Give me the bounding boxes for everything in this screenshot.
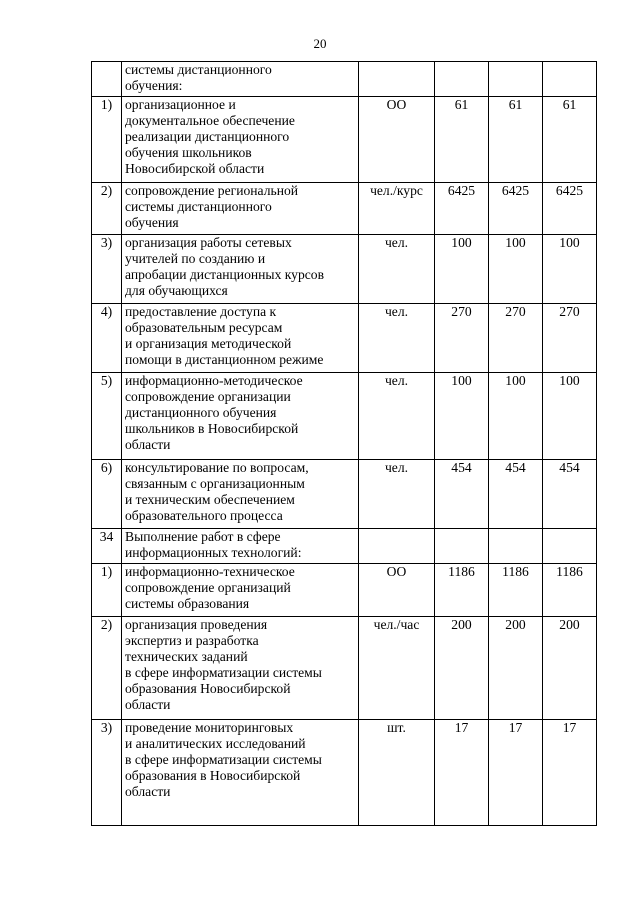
row-value-2: 270 [489, 304, 543, 373]
row-number: 5) [92, 373, 122, 460]
table-row [92, 529, 597, 564]
row-description: сопровождение региональной системы дистанционного обучения [122, 183, 359, 235]
row-number: 3) [92, 235, 122, 304]
row-value-1: 61 [435, 97, 489, 183]
row-value-2: 100 [489, 373, 543, 460]
row-number: 1) [92, 97, 122, 183]
row-description: предоставление доступа к образовательным ресурсам и организация методической помощи в дистанционном режиме [122, 304, 359, 373]
table-row [92, 183, 597, 235]
row-description: информационно-техническое сопровождение организаций системы образования [122, 564, 359, 617]
row-value-3: 200 [543, 617, 597, 720]
row-value-1: 454 [435, 460, 489, 529]
row-value-3 [543, 529, 597, 564]
row-unit: ОО [359, 564, 435, 617]
table-row [92, 720, 597, 826]
row-description: консультирование по вопросам, связанным с организационным и техническим обеспечением образовательного процесса [122, 460, 359, 529]
page-number: 20 [313, 36, 327, 51]
row-value-1: 1186 [435, 564, 489, 617]
row-value-1: 100 [435, 235, 489, 304]
row-value-1: 6425 [435, 183, 489, 235]
table-row [92, 304, 597, 373]
row-description: информационно-методическое сопровождение организации дистанционного обучения школьников в Новосибирской области [122, 373, 359, 460]
row-value-3: 100 [543, 373, 597, 460]
table-row [92, 373, 597, 460]
row-value-2: 17 [489, 720, 543, 826]
row-value-2 [489, 529, 543, 564]
row-description: организационное и документальное обеспечение реализации дистанционного обучения школьников Новосибирской области [122, 97, 359, 183]
table-row [92, 460, 597, 529]
row-value-1: 100 [435, 373, 489, 460]
table-row [92, 564, 597, 617]
row-unit: чел. [359, 460, 435, 529]
table-row [92, 235, 597, 304]
row-number: 2) [92, 183, 122, 235]
row-number: 2) [92, 617, 122, 720]
table-row [92, 617, 597, 720]
table-row [92, 62, 597, 97]
row-value-1: 270 [435, 304, 489, 373]
row-value-3: 454 [543, 460, 597, 529]
row-unit: ОО [359, 97, 435, 183]
row-value-2: 6425 [489, 183, 543, 235]
row-unit [359, 529, 435, 564]
row-value-2: 1186 [489, 564, 543, 617]
row-unit: чел. [359, 373, 435, 460]
row-value-3: 270 [543, 304, 597, 373]
row-value-1 [435, 529, 489, 564]
row-number: 6) [92, 460, 122, 529]
row-description: организация работы сетевых учителей по созданию и апробации дистанционных курсов для обучающихся [122, 235, 359, 304]
row-unit: чел. [359, 304, 435, 373]
row-value-2: 61 [489, 97, 543, 183]
row-description: организация проведения экспертиз и разработка технических заданий в сфере информатизации системы образования Новосибирской области [122, 617, 359, 720]
row-value-1 [435, 62, 489, 97]
row-number: 1) [92, 564, 122, 617]
row-number [92, 62, 122, 97]
row-value-3: 6425 [543, 183, 597, 235]
table-row [92, 97, 597, 183]
row-unit [359, 62, 435, 97]
row-number: 3) [92, 720, 122, 826]
row-value-3 [543, 62, 597, 97]
row-value-1: 200 [435, 617, 489, 720]
row-description: проведение мониторинговых и аналитических исследований в сфере информатизации системы образования в Новосибирской области [122, 720, 359, 826]
row-description: Выполнение работ в сфере информационных технологий: [122, 529, 359, 564]
row-value-2: 100 [489, 235, 543, 304]
row-unit: чел. [359, 235, 435, 304]
row-unit: чел./час [359, 617, 435, 720]
row-number: 4) [92, 304, 122, 373]
row-value-2 [489, 62, 543, 97]
row-value-3: 1186 [543, 564, 597, 617]
row-value-2: 454 [489, 460, 543, 529]
row-value-2: 200 [489, 617, 543, 720]
row-unit: шт. [359, 720, 435, 826]
row-value-3: 17 [543, 720, 597, 826]
row-value-1: 17 [435, 720, 489, 826]
row-description: системы дистанционного обучения: [122, 62, 359, 97]
row-unit: чел./курс [359, 183, 435, 235]
services-table [91, 61, 597, 826]
row-value-3: 61 [543, 97, 597, 183]
row-value-3: 100 [543, 235, 597, 304]
row-number: 34 [92, 529, 122, 564]
